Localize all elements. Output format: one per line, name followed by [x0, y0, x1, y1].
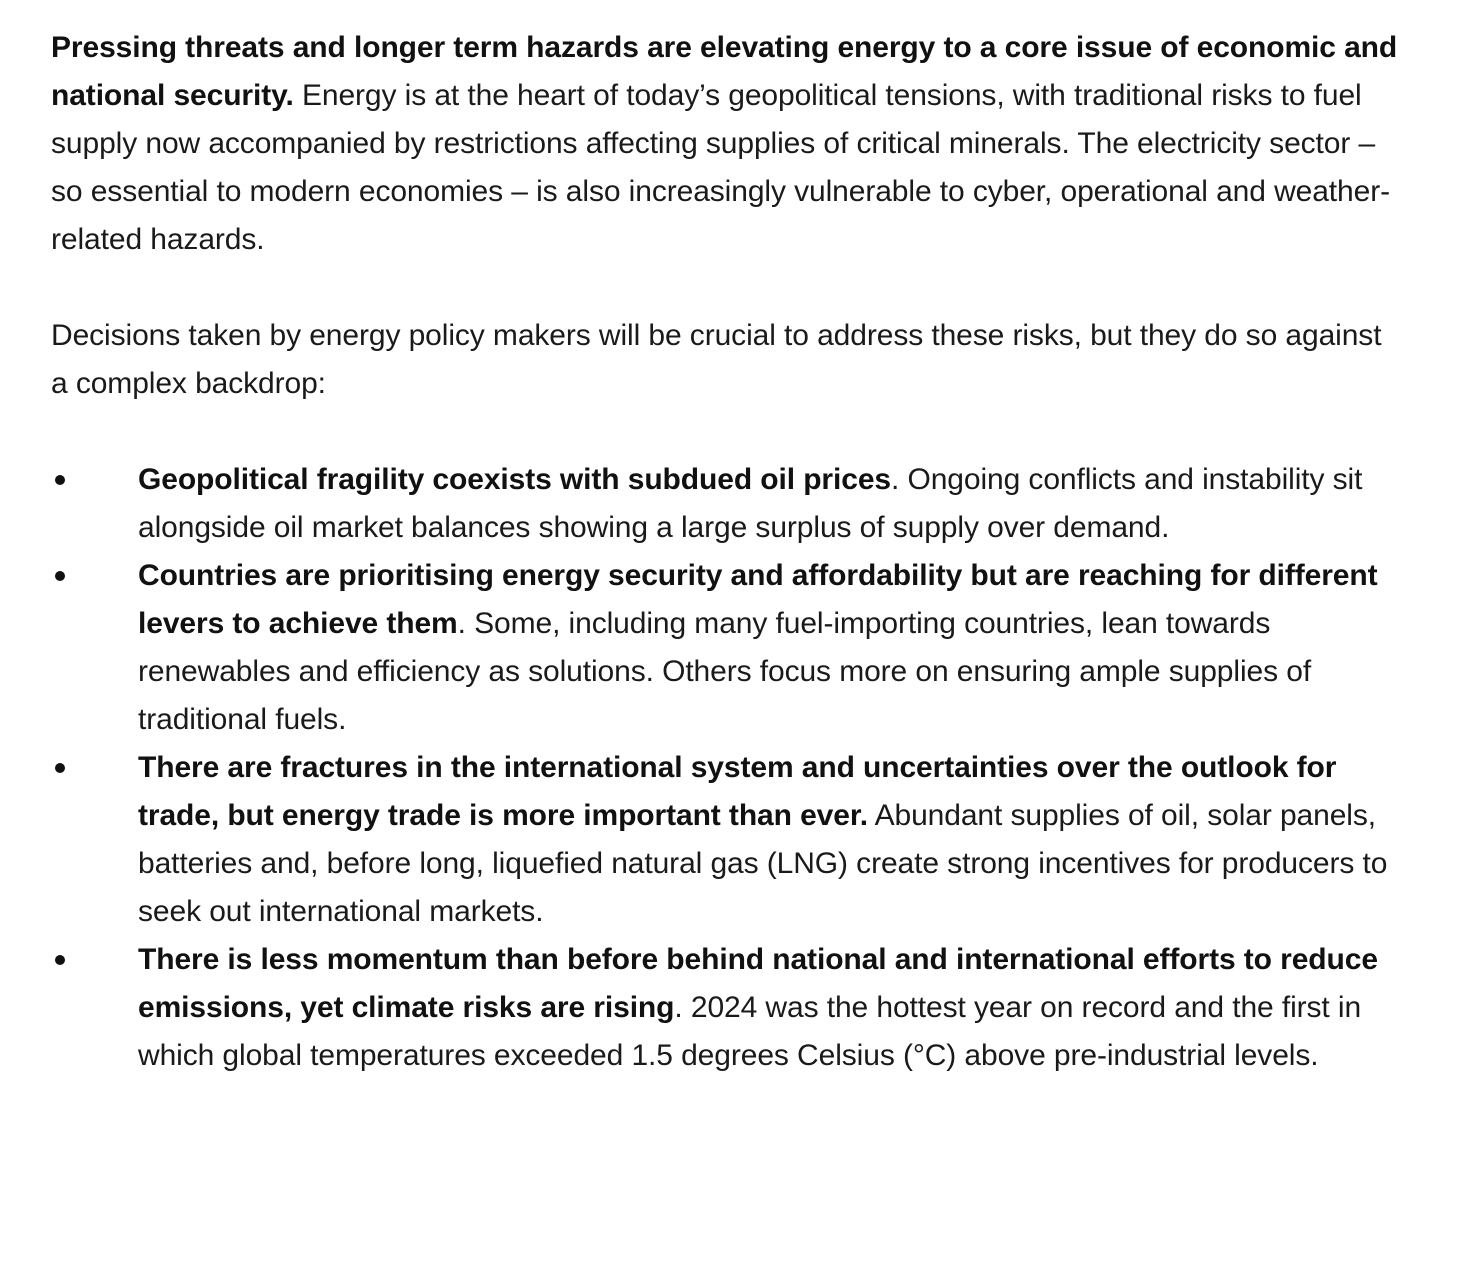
bullet-bold: There is less momentum than before behind national and international efforts to reduce emissions, yet climate risks are rising: [138, 943, 1378, 1024]
bullet-bold: Geopolitical fragility coexists with subdued oil prices: [138, 463, 891, 496]
bullet-text: Abundant supplies of oil, solar panels, batteries and, before long, liquefied natural gas (LNG) create strong incentives for producers to seek out international markets.: [138, 799, 1388, 928]
bullet-item: [51, 552, 1413, 744]
bullet-item: [51, 456, 1413, 552]
bullet-text: . 2024 was the hottest year on record and the first in which global temperatures exceeded 1.5 degrees Celsius (°C) above pre-industrial levels.: [138, 991, 1362, 1072]
intro-lead-bold: Pressing threats and longer term hazards are elevating energy to a core issue of economic and national security.: [51, 31, 1398, 112]
bullet-text: . Ongoing conflicts and instability sit alongside oil market balances showing a large surplus of supply over demand.: [138, 463, 1363, 544]
bullet-dot-icon: [55, 955, 65, 965]
bullet-text: . Some, including many fuel-importing countries, lean towards renewables and efficiency as solutions. Others focus more on ensuring ample supplies of traditional fuels.: [138, 607, 1312, 736]
bullet-dot-icon: [55, 763, 65, 773]
bullet-dot-icon: [55, 475, 65, 485]
intro-paragraph: [51, 24, 1411, 264]
bullet-item: [51, 744, 1413, 936]
backdrop-bullet-list: [51, 456, 1418, 1080]
context-paragraph: Decisions taken by energy policy makers will be crucial to address these risks, but they do so against a complex backdrop:: [51, 319, 1382, 400]
bullet-bold: Countries are prioritising energy security and affordability but are reaching for different levers to achieve them: [138, 559, 1378, 640]
bullet-dot-icon: [55, 571, 65, 581]
intro-lead-text: Energy is at the heart of today’s geopolitical tensions, with traditional risks to fuel supply now accompanied by restrictions affecting supplies of critical minerals. The electricity sector – so essential to modern economies – is also increasingly vulnerable to cyber, operational and weather-related hazards.: [51, 79, 1390, 256]
bullet-item: [51, 936, 1413, 1080]
bullet-bold: There are fractures in the international system and uncertainties over the outlook for trade, but energy trade is more important than ever.: [138, 751, 1337, 832]
